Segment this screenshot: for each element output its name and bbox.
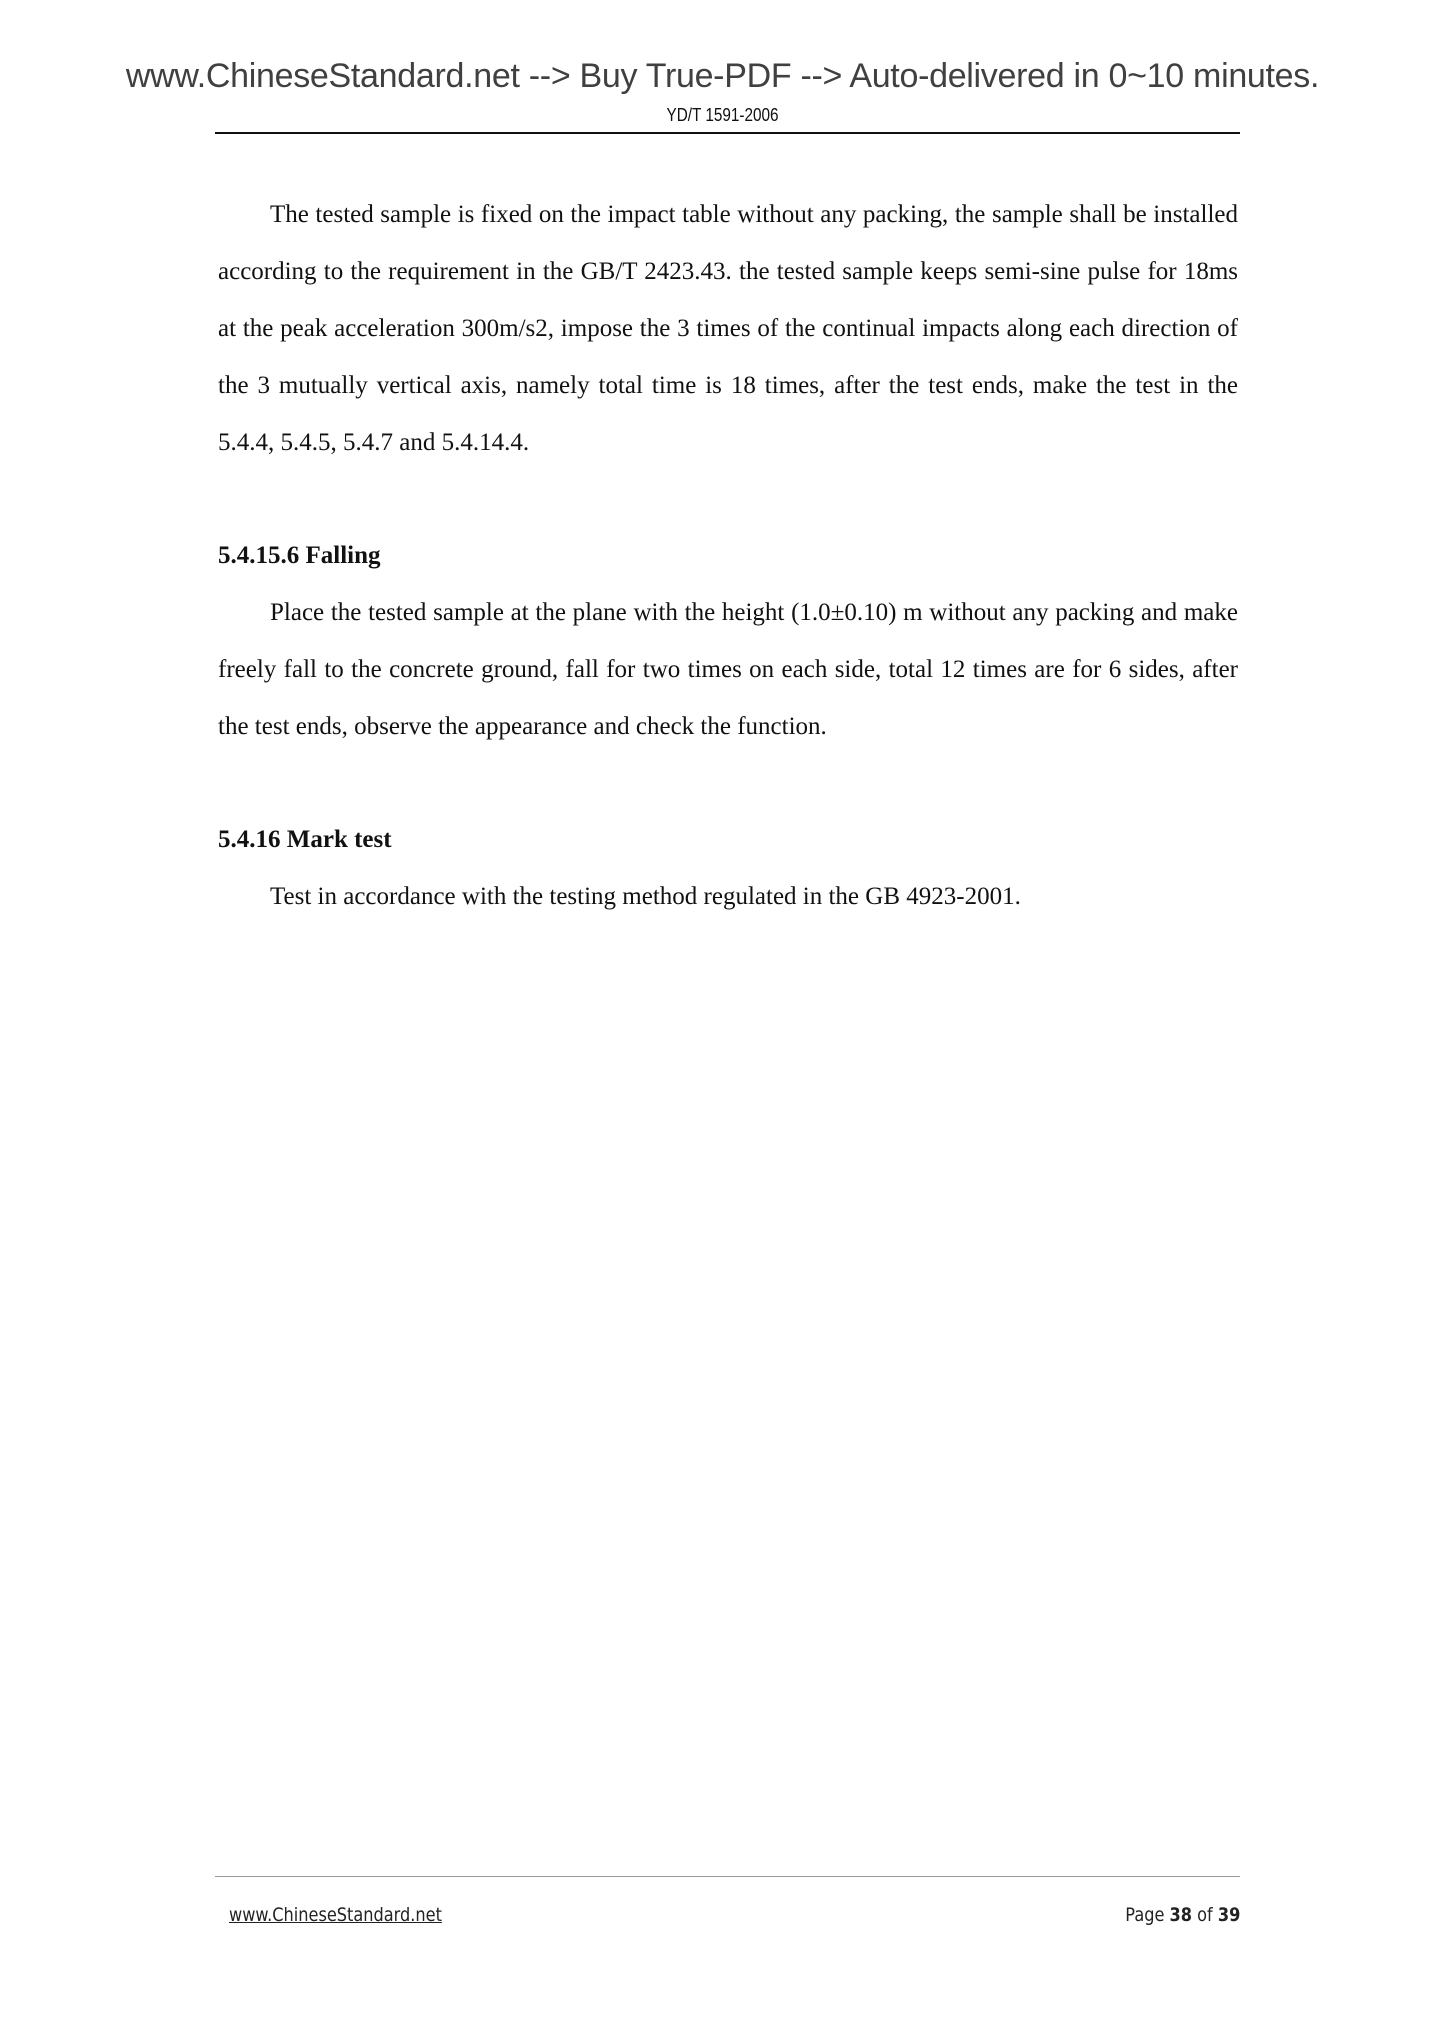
footer-divider	[215, 1876, 1240, 1877]
section-spacer	[218, 471, 1238, 527]
document-body	[218, 186, 1238, 925]
section-heading: 5.4.15.6 Falling	[218, 542, 381, 569]
page-indicator	[1125, 1904, 1240, 1926]
page-current: 38	[1169, 1904, 1192, 1926]
section-mark-test	[218, 811, 1238, 925]
section-paragraph: Test in accordance with the testing method regulated in the GB 4923-2001.	[270, 883, 1021, 910]
section-paragraph: Place the tested sample at the plane with the height (1.0±0.10) m without any packing and make freely fall to the concrete ground, fall for two times on each side, total 12 times are for 6 sides, after the test ends, observe the appearance and check the function.	[218, 599, 1238, 740]
page-total: 39	[1217, 1904, 1240, 1926]
section-spacer	[218, 755, 1238, 811]
section-falling	[218, 527, 1238, 755]
header-divider	[215, 132, 1240, 134]
intro-paragraph: The tested sample is fixed on the impact table without any packing, the sample shall be installed according to the requirement in the GB/T 2423.43. the tested sample keeps semi-sine pulse for 18ms at the peak acceleration 300m/s2, impose the 3 times of the continual impacts along each direction of the 3 mutually vertical axis, namely total time is 18 times, after the test ends, make the test in the 5.4.4, 5.4.5, 5.4.7 and 5.4.14.4.	[218, 201, 1238, 456]
page-of: of	[1191, 1904, 1218, 1926]
section-heading: 5.4.16 Mark test	[218, 826, 392, 853]
promo-banner: www.ChineseStandard.net --> Buy True-PDF --> Auto-delivered in 0~10 minutes.	[125, 57, 1320, 95]
document-code: YD/T 1591-2006	[666, 105, 779, 125]
footer-website-link[interactable]: www.ChineseStandard.net	[229, 1904, 442, 1926]
page-prefix: Page	[1124, 1904, 1170, 1926]
